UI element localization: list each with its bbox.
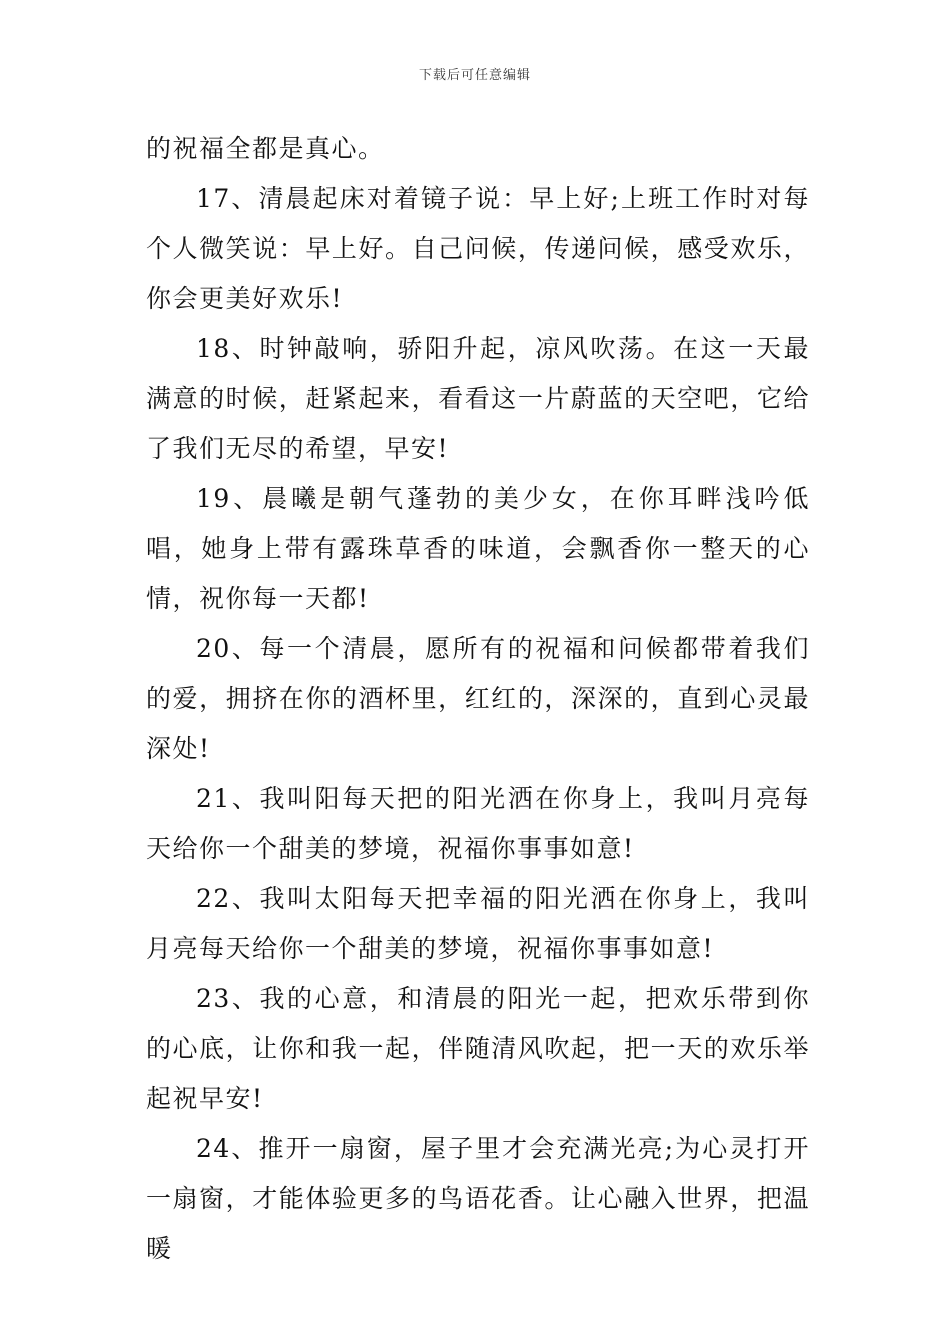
paragraph-item-18: 18、时钟敲响，骄阳升起，凉风吹荡。在这一天最满意的时候，赶紧起来，看看这一片蔚蓝的天空吧，它给了我们无尽的希望，早安! <box>146 334 810 463</box>
document-body <box>146 124 810 1274</box>
page-header: 下载后可任意编辑 <box>418 68 531 83</box>
paragraph-item-22: 22、我叫太阳每天把幸福的阳光洒在你身上，我叫月亮每天给你一个甜美的梦境，祝福你事事如意! <box>146 884 810 963</box>
paragraph-item-19: 19、晨曦是朝气蓬勃的美少女，在你耳畔浅吟低唱，她身上带有露珠草香的味道，会飘香你一整天的心情，祝你每一天都! <box>146 484 810 613</box>
paragraph-item-24: 24、推开一扇窗，屋子里才会充满光亮;为心灵打开一扇窗，才能体验更多的鸟语花香。让心融入世界，把温暖 <box>146 1134 810 1263</box>
paragraph-item-17: 17、清晨起床对着镜子说：早上好;上班工作时对每个人微笑说：早上好。自己问候，传递问候，感受欢乐，你会更美好欢乐! <box>146 184 810 313</box>
paragraph-continuation: 的祝福全都是真心。 <box>146 134 385 163</box>
paragraph-item-23: 23、我的心意，和清晨的阳光一起，把欢乐带到你的心底，让你和我一起，伴随清风吹起，把一天的欢乐举起祝早安! <box>146 984 810 1113</box>
paragraph-item-20: 20、每一个清晨，愿所有的祝福和问候都带着我们的爱，拥挤在你的酒杯里，红红的，深深的，直到心灵最深处! <box>146 634 810 763</box>
paragraph-item-21: 21、我叫阳每天把的阳光洒在你身上，我叫月亮每天给你一个甜美的梦境，祝福你事事如意! <box>146 784 810 863</box>
